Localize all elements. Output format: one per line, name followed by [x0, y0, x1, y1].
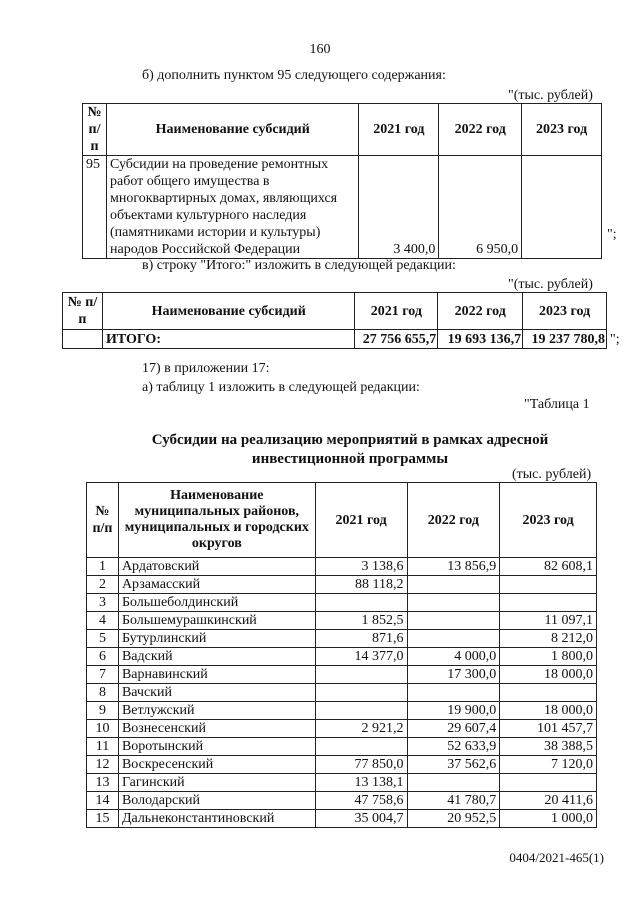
- total-row-num: [63, 330, 103, 349]
- table-label: "Таблица 1: [524, 397, 590, 412]
- header-2021: 2021 год: [359, 104, 439, 156]
- row-municipality: Воскресенский: [118, 756, 315, 774]
- table-row: [87, 594, 597, 612]
- table-row: [87, 612, 597, 630]
- row-num: 1: [87, 558, 119, 576]
- table-row: [87, 756, 597, 774]
- header-num: № п/п: [83, 104, 107, 156]
- row-municipality: Гагинский: [118, 774, 315, 792]
- row-2022: [407, 576, 500, 594]
- row-2021: [315, 702, 407, 720]
- row-2021: 88 118,2: [315, 576, 407, 594]
- header-num: № п/п: [87, 483, 119, 558]
- document-code: 0404/2021-465(1): [509, 850, 604, 865]
- table3-title-line2: инвестиционной программы: [251, 451, 449, 467]
- row-2021: 47 758,6: [315, 792, 407, 810]
- row-2021: 3 400,0: [359, 156, 439, 259]
- table-row: [87, 720, 597, 738]
- row-2021: 871,6: [315, 630, 407, 648]
- row-2022: [407, 684, 500, 702]
- header-name: Наименование субсидий: [106, 104, 358, 156]
- total-2021: 27 756 655,7: [355, 330, 438, 349]
- row-num: 2: [87, 576, 119, 594]
- row-2021: 1 852,5: [315, 612, 407, 630]
- page-number: 160: [309, 42, 331, 57]
- row-municipality: Володарский: [118, 792, 315, 810]
- row-2021: [315, 666, 407, 684]
- row-municipality: Бутурлинский: [118, 630, 315, 648]
- row-num: 11: [87, 738, 119, 756]
- table-row: [87, 630, 597, 648]
- header-name: Наименование субсидий: [102, 293, 355, 330]
- row-2022: [407, 594, 500, 612]
- row-2022: 6 950,0: [439, 156, 522, 259]
- table-row: [87, 648, 597, 666]
- header-2021: 2021 год: [355, 293, 438, 330]
- units-label-1: "(тыс. рублей): [508, 88, 593, 103]
- row-2022: 17 300,0: [407, 666, 500, 684]
- row-2023: 8 212,0: [500, 630, 597, 648]
- table-row: [87, 774, 597, 792]
- row-2021: 14 377,0: [315, 648, 407, 666]
- table-row: [87, 702, 597, 720]
- row-2022: [407, 630, 500, 648]
- address-investment-subsidies-table: [86, 482, 597, 828]
- header-num: № п/п: [63, 293, 103, 330]
- total-2023: 19 237 780,8: [523, 330, 607, 349]
- row-num: 5: [87, 630, 119, 648]
- row-num: 6: [87, 648, 119, 666]
- row-2023: 82 608,1: [500, 558, 597, 576]
- row-2023: 11 097,1: [500, 612, 597, 630]
- header-2021: 2021 год: [315, 483, 407, 558]
- subsidies-total-table: [62, 292, 607, 349]
- row-2023: [500, 684, 597, 702]
- row-2021: 3 138,6: [315, 558, 407, 576]
- header-2023: 2023 год: [522, 104, 602, 156]
- header-2022: 2022 год: [438, 293, 523, 330]
- paragraph-a: а) таблицу 1 изложить в следующей редакции:: [142, 380, 420, 395]
- row-municipality: Варнавинский: [118, 666, 315, 684]
- table1-closing-quote: ";: [607, 227, 617, 242]
- row-2023: 101 457,7: [500, 720, 597, 738]
- units-label-2: "(тыс. рублей): [508, 277, 593, 292]
- row-2023: [500, 774, 597, 792]
- row-2021: [315, 738, 407, 756]
- row-2022: [407, 774, 500, 792]
- row-2023: 20 411,6: [500, 792, 597, 810]
- row-num: 15: [87, 810, 119, 828]
- row-municipality: Арзамасский: [118, 576, 315, 594]
- header-2023: 2023 год: [523, 293, 607, 330]
- row-municipality: Большемурашкинский: [118, 612, 315, 630]
- row-2023: [522, 156, 602, 259]
- row-num: 3: [87, 594, 119, 612]
- row-2021: [315, 594, 407, 612]
- row-2023: 7 120,0: [500, 756, 597, 774]
- table2-closing-quote: ";: [610, 332, 620, 347]
- row-2023: 18 000,0: [500, 666, 597, 684]
- table-row: [87, 558, 597, 576]
- subsidies-table-item-95: [82, 103, 602, 259]
- table-row: [87, 810, 597, 828]
- row-2021: [315, 684, 407, 702]
- row-municipality: Вачский: [118, 684, 315, 702]
- row-num: 12: [87, 756, 119, 774]
- row-municipality: Воротынский: [118, 738, 315, 756]
- row-municipality: Вознесенский: [118, 720, 315, 738]
- row-2021: 13 138,1: [315, 774, 407, 792]
- total-2022: 19 693 136,7: [438, 330, 523, 349]
- table-row: [87, 738, 597, 756]
- units-label-3: (тыс. рублей): [512, 467, 592, 482]
- table-row: [87, 666, 597, 684]
- header-2022: 2022 год: [407, 483, 500, 558]
- row-2023: 18 000,0: [500, 702, 597, 720]
- row-num: 4: [87, 612, 119, 630]
- row-2022: 4 000,0: [407, 648, 500, 666]
- paragraph-b: б) дополнить пунктом 95 следующего содержания:: [142, 68, 446, 83]
- header-2023: 2023 год: [500, 483, 597, 558]
- row-num: 9: [87, 702, 119, 720]
- row-num: 7: [87, 666, 119, 684]
- row-2022: 19 900,0: [407, 702, 500, 720]
- row-num: 10: [87, 720, 119, 738]
- row-2022: 37 562,6: [407, 756, 500, 774]
- row-2022: 52 633,9: [407, 738, 500, 756]
- row-2021: 35 004,7: [315, 810, 407, 828]
- paragraph-v: в) строку "Итого:" изложить в следующей редакции:: [142, 258, 456, 273]
- row-2022: 29 607,4: [407, 720, 500, 738]
- row-2022: 13 856,9: [407, 558, 500, 576]
- row-2022: 20 952,5: [407, 810, 500, 828]
- table-row: [87, 792, 597, 810]
- row-num: 14: [87, 792, 119, 810]
- row-municipality: Большеболдинский: [118, 594, 315, 612]
- table-row: [87, 684, 597, 702]
- row-num: 8: [87, 684, 119, 702]
- row-2023: [500, 594, 597, 612]
- row-name: Субсидии на проведение ремонтных работ общего имущества в многоквартирных домах, являющихся объектами культурного наследия (памятниками истории и культуры) народов Российской Федерации: [106, 156, 358, 259]
- row-num: 95: [83, 156, 107, 259]
- row-municipality: Ардатовский: [118, 558, 315, 576]
- header-municipality: Наименование муниципальных районов, муниципальных и городских округов: [118, 483, 315, 558]
- paragraph-17: 17) в приложении 17:: [142, 361, 270, 376]
- row-num: 13: [87, 774, 119, 792]
- row-2021: 77 850,0: [315, 756, 407, 774]
- row-2023: 38 388,5: [500, 738, 597, 756]
- row-2023: 1 000,0: [500, 810, 597, 828]
- row-2022: 41 780,7: [407, 792, 500, 810]
- total-row-name: ИТОГО:: [102, 330, 355, 349]
- row-municipality: Дальнеконстантиновский: [118, 810, 315, 828]
- table3-title-line1: Субсидии на реализацию мероприятий в рамках адресной: [151, 432, 549, 448]
- row-municipality: Ветлужский: [118, 702, 315, 720]
- row-2023: [500, 576, 597, 594]
- row-2022: [407, 612, 500, 630]
- row-municipality: Вадский: [118, 648, 315, 666]
- header-2022: 2022 год: [439, 104, 522, 156]
- row-2021: 2 921,2: [315, 720, 407, 738]
- row-2023: 1 800,0: [500, 648, 597, 666]
- table-row: [87, 576, 597, 594]
